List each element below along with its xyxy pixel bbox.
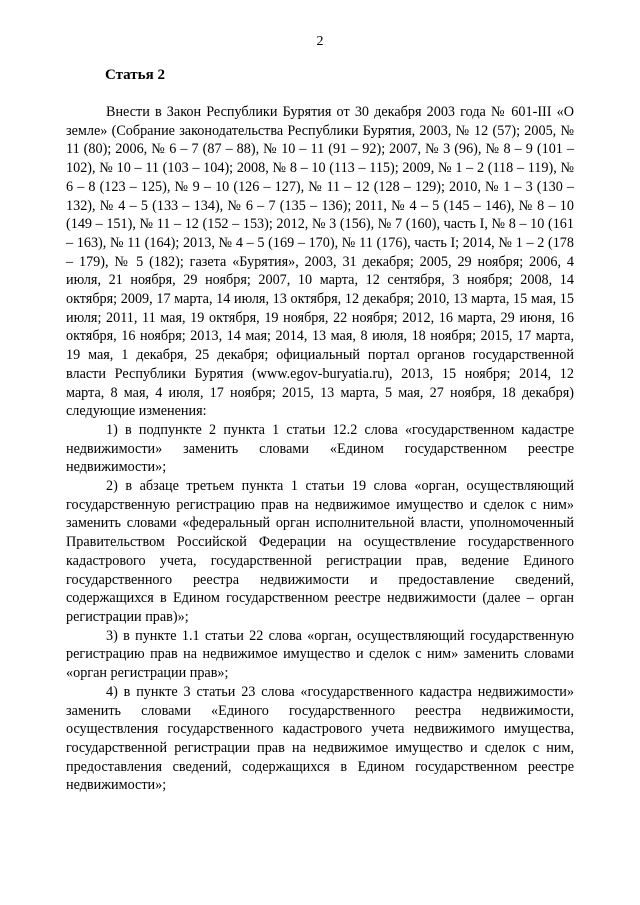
document-body	[66, 103, 574, 795]
article-heading: Статья 2	[105, 67, 165, 83]
intro-paragraph: Внести в Закон Республики Бурятия от 30 декабря 2003 года № 601-III «О земле» (Собрание законодательства Республики Бурятия, 2003, № 12 (57); 2005, № 11 (80); 2006, № 6 – 7 (87 – 88), № 10 – 11 (91 – 92); 2007, № 3 (96), № 8 – 9 (101 – 102), № 10 – 11 (103 – 104); 2008, № 8 – 10 (113 – 115); 2009, № 1 – 2 (118 – 119), № 6 – 8 (123 – 125), № 9 – 10 (126 – 127), № 11 – 12 (128 – 129); 2010, № 1 – 3 (130 – 132), № 4 – 5 (133 – 134), № 6 – 7 (135 – 136); 2011, № 4 – 5 (145 – 146), № 8 – 10 (149 – 151), № 11 – 12 (152 – 153); 2012, № 3 (156), № 7 (160), часть I, № 8 – 10 (161 – 163), № 11 (164); 2013, № 4 – 5 (169 – 170), № 11 (176), часть I; 2014, № 1 – 2 (178 – 179), № 5 (182); газета «Бурятия», 2003, 31 декабря; 2005, 29 ноября; 2006, 4 июля, 21 ноября, 29 ноября; 2007, 10 марта, 12 сентября, 3 ноября; 2008, 14 октября; 2009, 17 марта, 14 июля, 13 октября, 12 декабря; 2010, 13 марта, 15 мая, 15 июля; 2011, 11 мая, 19 октября, 19 ноября, 22 ноября; 2012, 16 марта, 29 июня, 16 октября, 16 ноября; 2013, 14 мая; 2014, 13 мая, 8 июля, 18 ноября; 2015, 17 марта, 19 мая, 1 декабря, 25 декабря; официальный портал органов государственной власти Республики Бурятия (www.egov-buryatia.ru), 2013, 15 ноября; 2014, 12 марта, 8 мая, 4 июля, 17 ноября; 2015, 13 марта, 5 мая, 27 ноября, 18 декабря) следующие изменения:	[66, 104, 574, 420]
amendment-item-4: 4) в пункте 3 статьи 23 слова «государственного кадастра недвижимости» заменить словами «Единого государственного реестра недвижимости, осуществления государственного кадастрового учета недвижимого имущества, государственной регистрации прав на недвижимое имущество и сделок с ним, предоставления сведений, содержащихся в Едином государственном реестре недвижимости»;	[66, 683, 574, 794]
amendment-item-1: 1) в подпункте 2 пункта 1 статьи 12.2 слова «государственном кадастре недвижимости» заменить словами «Едином государственном реестре недвижимости»;	[66, 421, 574, 476]
amendment-item-3: 3) в пункте 1.1 статьи 22 слова «орган, осуществляющий государственную регистрацию прав на недвижимое имущество и сделок с ним» заменить словами «орган регистрации прав»;	[66, 627, 574, 682]
amendment-item-2: 2) в абзаце третьем пункта 1 статьи 19 слова «орган, осуществляющий государственную регистрацию прав на недвижимое имущество и сделок с ним» заменить словами «федеральный орган исполнительной власти, уполномоченный Правительством Российской Федерации на осуществление государственного кадастрового учета, государственной регистрации прав, ведение Единого государственного реестра недвижимости и предоставление сведений, содержащихся в Едином государственном реестре недвижимости (далее – орган регистрации прав)»;	[66, 478, 574, 625]
page-number: 2	[316, 34, 324, 49]
